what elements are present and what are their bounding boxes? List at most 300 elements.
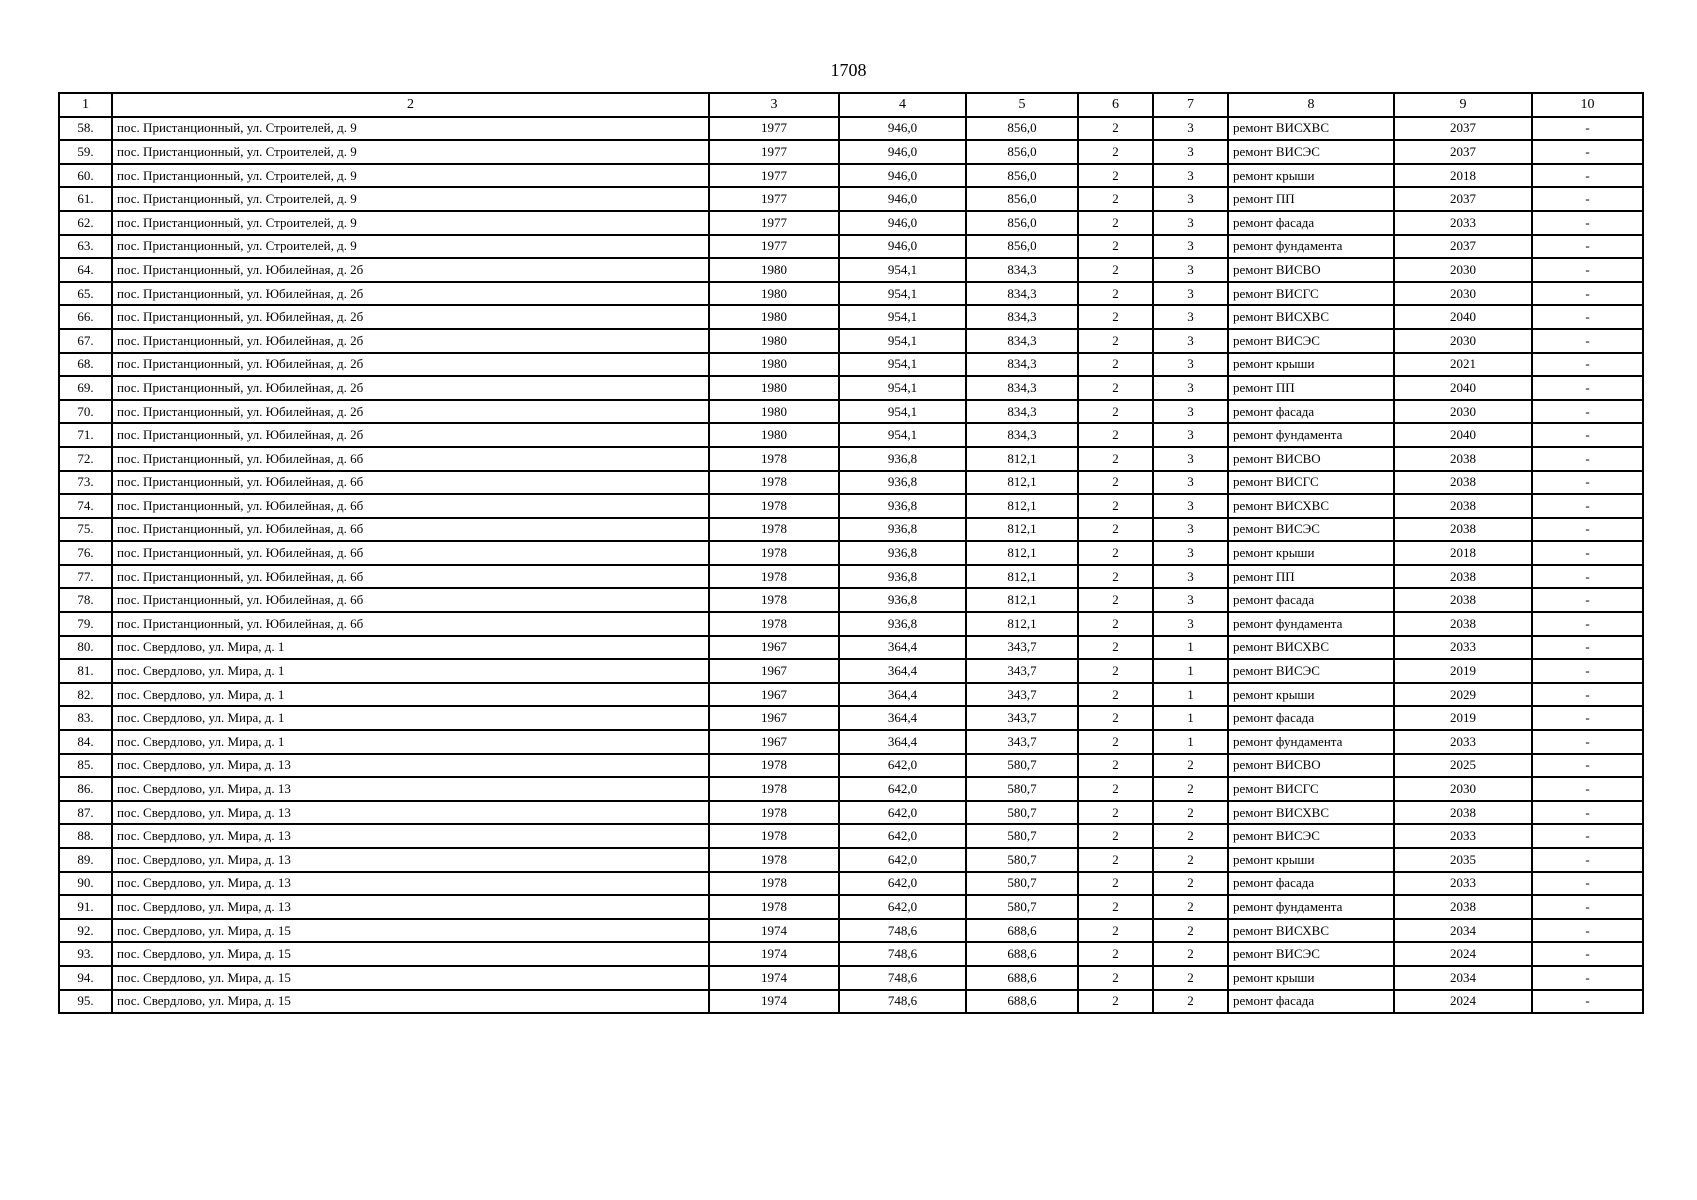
entrances-cell: 1 <box>1153 636 1228 660</box>
repair-year-cell: 2033 <box>1394 636 1532 660</box>
living-area-cell: 688,6 <box>966 942 1078 966</box>
note-cell: - <box>1532 494 1643 518</box>
entrances-cell: 3 <box>1153 305 1228 329</box>
address-cell: пос. Свердлово, ул. Мира, д. 13 <box>112 754 709 778</box>
table-row <box>59 117 1643 141</box>
address-cell: пос. Пристанционный, ул. Юбилейная, д. 6б <box>112 494 709 518</box>
year-built-cell: 1978 <box>709 824 839 848</box>
year-built-cell: 1978 <box>709 848 839 872</box>
table-body <box>59 117 1643 1014</box>
page-number: 1708 <box>830 60 867 80</box>
floors-cell: 2 <box>1078 140 1153 164</box>
year-built-cell: 1980 <box>709 329 839 353</box>
table-row <box>59 258 1643 282</box>
note-cell: - <box>1532 400 1643 424</box>
floors-cell: 2 <box>1078 353 1153 377</box>
total-area-cell: 748,6 <box>839 942 966 966</box>
row-number-cell: 73. <box>59 471 112 495</box>
work-type-cell: ремонт ВИСХВС <box>1228 636 1394 660</box>
living-area-cell: 834,3 <box>966 258 1078 282</box>
address-cell: пос. Свердлово, ул. Мира, д. 13 <box>112 777 709 801</box>
table-row <box>59 282 1643 306</box>
total-area-cell: 642,0 <box>839 824 966 848</box>
entrances-cell: 3 <box>1153 258 1228 282</box>
floors-cell: 2 <box>1078 494 1153 518</box>
address-cell: пос. Пристанционный, ул. Юбилейная, д. 2б <box>112 423 709 447</box>
entrances-cell: 1 <box>1153 659 1228 683</box>
row-number-cell: 77. <box>59 565 112 589</box>
row-number-cell: 72. <box>59 447 112 471</box>
entrances-cell: 3 <box>1153 518 1228 542</box>
note-cell: - <box>1532 801 1643 825</box>
repair-year-cell: 2035 <box>1394 848 1532 872</box>
work-type-cell: ремонт фундамента <box>1228 730 1394 754</box>
living-area-cell: 688,6 <box>966 919 1078 943</box>
floors-cell: 2 <box>1078 659 1153 683</box>
note-cell: - <box>1532 895 1643 919</box>
table-row <box>59 824 1643 848</box>
row-number-cell: 88. <box>59 824 112 848</box>
work-type-cell: ремонт фундамента <box>1228 612 1394 636</box>
address-cell: пос. Свердлово, ул. Мира, д. 1 <box>112 659 709 683</box>
living-area-cell: 856,0 <box>966 211 1078 235</box>
table-row <box>59 471 1643 495</box>
repair-year-cell: 2029 <box>1394 683 1532 707</box>
work-type-cell: ремонт ВИСЭС <box>1228 140 1394 164</box>
total-area-cell: 936,8 <box>839 612 966 636</box>
row-number-cell: 62. <box>59 211 112 235</box>
table-row <box>59 329 1643 353</box>
table-row <box>59 683 1643 707</box>
address-cell: пос. Пристанционный, ул. Строителей, д. 9 <box>112 140 709 164</box>
work-type-cell: ремонт ПП <box>1228 187 1394 211</box>
table-row <box>59 164 1643 188</box>
year-built-cell: 1974 <box>709 966 839 990</box>
table-row <box>59 447 1643 471</box>
living-area-cell: 812,1 <box>966 494 1078 518</box>
address-cell: пос. Пристанционный, ул. Строителей, д. 9 <box>112 117 709 141</box>
total-area-cell: 642,0 <box>839 754 966 778</box>
note-cell: - <box>1532 423 1643 447</box>
column-header: 10 <box>1532 93 1643 117</box>
total-area-cell: 954,1 <box>839 423 966 447</box>
work-type-cell: ремонт ВИСВО <box>1228 258 1394 282</box>
repair-year-cell: 2025 <box>1394 754 1532 778</box>
row-number-cell: 93. <box>59 942 112 966</box>
address-cell: пос. Пристанционный, ул. Юбилейная, д. 2б <box>112 329 709 353</box>
table-row <box>59 565 1643 589</box>
year-built-cell: 1977 <box>709 140 839 164</box>
year-built-cell: 1967 <box>709 730 839 754</box>
work-type-cell: ремонт ВИСХВС <box>1228 919 1394 943</box>
year-built-cell: 1978 <box>709 612 839 636</box>
floors-cell: 2 <box>1078 235 1153 259</box>
address-cell: пос. Пристанционный, ул. Строителей, д. 9 <box>112 187 709 211</box>
table-row <box>59 400 1643 424</box>
floors-cell: 2 <box>1078 706 1153 730</box>
work-type-cell: ремонт крыши <box>1228 683 1394 707</box>
note-cell: - <box>1532 754 1643 778</box>
repair-year-cell: 2034 <box>1394 919 1532 943</box>
entrances-cell: 2 <box>1153 990 1228 1014</box>
note-cell: - <box>1532 541 1643 565</box>
living-area-cell: 343,7 <box>966 636 1078 660</box>
column-header: 3 <box>709 93 839 117</box>
work-type-cell: ремонт крыши <box>1228 353 1394 377</box>
table-row <box>59 541 1643 565</box>
year-built-cell: 1977 <box>709 164 839 188</box>
repair-year-cell: 2019 <box>1394 706 1532 730</box>
year-built-cell: 1967 <box>709 706 839 730</box>
living-area-cell: 812,1 <box>966 565 1078 589</box>
note-cell: - <box>1532 140 1643 164</box>
column-header: 4 <box>839 93 966 117</box>
row-number-cell: 83. <box>59 706 112 730</box>
floors-cell: 2 <box>1078 801 1153 825</box>
year-built-cell: 1977 <box>709 211 839 235</box>
year-built-cell: 1974 <box>709 990 839 1014</box>
table-row <box>59 612 1643 636</box>
row-number-cell: 81. <box>59 659 112 683</box>
floors-cell: 2 <box>1078 117 1153 141</box>
total-area-cell: 946,0 <box>839 140 966 164</box>
table-row <box>59 659 1643 683</box>
address-cell: пос. Пристанционный, ул. Юбилейная, д. 6б <box>112 471 709 495</box>
row-number-cell: 76. <box>59 541 112 565</box>
repair-year-cell: 2037 <box>1394 140 1532 164</box>
address-cell: пос. Пристанционный, ул. Юбилейная, д. 6б <box>112 612 709 636</box>
row-number-cell: 86. <box>59 777 112 801</box>
year-built-cell: 1980 <box>709 353 839 377</box>
note-cell: - <box>1532 848 1643 872</box>
floors-cell: 2 <box>1078 282 1153 306</box>
row-number-cell: 68. <box>59 353 112 377</box>
table-row <box>59 305 1643 329</box>
total-area-cell: 936,8 <box>839 494 966 518</box>
entrances-cell: 3 <box>1153 447 1228 471</box>
entrances-cell: 1 <box>1153 730 1228 754</box>
repair-year-cell: 2040 <box>1394 376 1532 400</box>
table-row <box>59 588 1643 612</box>
table-row <box>59 706 1643 730</box>
row-number-cell: 63. <box>59 235 112 259</box>
repair-year-cell: 2038 <box>1394 612 1532 636</box>
total-area-cell: 364,4 <box>839 636 966 660</box>
total-area-cell: 946,0 <box>839 164 966 188</box>
entrances-cell: 3 <box>1153 471 1228 495</box>
floors-cell: 2 <box>1078 777 1153 801</box>
table-row <box>59 211 1643 235</box>
year-built-cell: 1980 <box>709 376 839 400</box>
entrances-cell: 2 <box>1153 942 1228 966</box>
work-type-cell: ремонт фундамента <box>1228 895 1394 919</box>
year-built-cell: 1978 <box>709 801 839 825</box>
repair-year-cell: 2038 <box>1394 801 1532 825</box>
year-built-cell: 1980 <box>709 305 839 329</box>
table-row <box>59 966 1643 990</box>
total-area-cell: 642,0 <box>839 777 966 801</box>
address-cell: пос. Свердлово, ул. Мира, д. 15 <box>112 919 709 943</box>
work-type-cell: ремонт фасада <box>1228 872 1394 896</box>
total-area-cell: 954,1 <box>839 353 966 377</box>
living-area-cell: 812,1 <box>966 518 1078 542</box>
address-cell: пос. Пристанционный, ул. Юбилейная, д. 2б <box>112 376 709 400</box>
work-type-cell: ремонт ВИСВО <box>1228 754 1394 778</box>
row-number-cell: 92. <box>59 919 112 943</box>
table-row <box>59 895 1643 919</box>
floors-cell: 2 <box>1078 400 1153 424</box>
table-row <box>59 990 1643 1014</box>
address-cell: пос. Пристанционный, ул. Юбилейная, д. 2б <box>112 258 709 282</box>
floors-cell: 2 <box>1078 164 1153 188</box>
year-built-cell: 1977 <box>709 187 839 211</box>
note-cell: - <box>1532 824 1643 848</box>
year-built-cell: 1978 <box>709 872 839 896</box>
repair-year-cell: 2019 <box>1394 659 1532 683</box>
address-cell: пос. Свердлово, ул. Мира, д. 1 <box>112 683 709 707</box>
row-number-cell: 85. <box>59 754 112 778</box>
row-number-cell: 80. <box>59 636 112 660</box>
repair-year-cell: 2038 <box>1394 447 1532 471</box>
living-area-cell: 856,0 <box>966 187 1078 211</box>
repair-year-cell: 2018 <box>1394 541 1532 565</box>
total-area-cell: 748,6 <box>839 919 966 943</box>
note-cell: - <box>1532 588 1643 612</box>
work-type-cell: ремонт ВИСХВС <box>1228 494 1394 518</box>
total-area-cell: 936,8 <box>839 565 966 589</box>
year-built-cell: 1978 <box>709 588 839 612</box>
total-area-cell: 642,0 <box>839 848 966 872</box>
entrances-cell: 2 <box>1153 872 1228 896</box>
living-area-cell: 343,7 <box>966 730 1078 754</box>
row-number-cell: 59. <box>59 140 112 164</box>
floors-cell: 2 <box>1078 447 1153 471</box>
living-area-cell: 343,7 <box>966 659 1078 683</box>
note-cell: - <box>1532 942 1643 966</box>
column-header: 5 <box>966 93 1078 117</box>
table-row <box>59 848 1643 872</box>
total-area-cell: 936,8 <box>839 541 966 565</box>
table-row <box>59 730 1643 754</box>
repair-year-cell: 2034 <box>1394 966 1532 990</box>
living-area-cell: 688,6 <box>966 966 1078 990</box>
year-built-cell: 1978 <box>709 447 839 471</box>
total-area-cell: 954,1 <box>839 258 966 282</box>
floors-cell: 2 <box>1078 305 1153 329</box>
total-area-cell: 946,0 <box>839 187 966 211</box>
floors-cell: 2 <box>1078 541 1153 565</box>
address-cell: пос. Пристанционный, ул. Юбилейная, д. 6б <box>112 518 709 542</box>
entrances-cell: 3 <box>1153 117 1228 141</box>
note-cell: - <box>1532 518 1643 542</box>
repair-year-cell: 2040 <box>1394 305 1532 329</box>
note-cell: - <box>1532 187 1643 211</box>
work-type-cell: ремонт крыши <box>1228 541 1394 565</box>
entrances-cell: 3 <box>1153 164 1228 188</box>
note-cell: - <box>1532 990 1643 1014</box>
note-cell: - <box>1532 730 1643 754</box>
total-area-cell: 364,4 <box>839 659 966 683</box>
year-built-cell: 1980 <box>709 258 839 282</box>
repair-year-cell: 2033 <box>1394 211 1532 235</box>
row-number-cell: 69. <box>59 376 112 400</box>
row-number-cell: 91. <box>59 895 112 919</box>
total-area-cell: 946,0 <box>839 211 966 235</box>
address-cell: пос. Пристанционный, ул. Юбилейная, д. 6б <box>112 565 709 589</box>
note-cell: - <box>1532 471 1643 495</box>
note-cell: - <box>1532 777 1643 801</box>
living-area-cell: 834,3 <box>966 400 1078 424</box>
work-type-cell: ремонт ВИСВО <box>1228 447 1394 471</box>
repair-year-cell: 2033 <box>1394 872 1532 896</box>
entrances-cell: 2 <box>1153 824 1228 848</box>
repair-year-cell: 2038 <box>1394 588 1532 612</box>
row-number-cell: 95. <box>59 990 112 1014</box>
work-type-cell: ремонт фасада <box>1228 211 1394 235</box>
note-cell: - <box>1532 612 1643 636</box>
entrances-cell: 3 <box>1153 211 1228 235</box>
work-type-cell: ремонт крыши <box>1228 848 1394 872</box>
year-built-cell: 1978 <box>709 541 839 565</box>
living-area-cell: 580,7 <box>966 777 1078 801</box>
floors-cell: 2 <box>1078 872 1153 896</box>
total-area-cell: 642,0 <box>839 872 966 896</box>
work-type-cell: ремонт ВИСЭС <box>1228 329 1394 353</box>
living-area-cell: 834,3 <box>966 329 1078 353</box>
table-row <box>59 376 1643 400</box>
repair-year-cell: 2038 <box>1394 518 1532 542</box>
living-area-cell: 856,0 <box>966 235 1078 259</box>
note-cell: - <box>1532 164 1643 188</box>
entrances-cell: 3 <box>1153 329 1228 353</box>
entrances-cell: 2 <box>1153 754 1228 778</box>
living-area-cell: 812,1 <box>966 541 1078 565</box>
note-cell: - <box>1532 282 1643 306</box>
note-cell: - <box>1532 117 1643 141</box>
living-area-cell: 812,1 <box>966 612 1078 636</box>
address-cell: пос. Пристанционный, ул. Строителей, д. 9 <box>112 211 709 235</box>
row-number-cell: 87. <box>59 801 112 825</box>
entrances-cell: 2 <box>1153 919 1228 943</box>
entrances-cell: 3 <box>1153 235 1228 259</box>
repair-year-cell: 2037 <box>1394 235 1532 259</box>
floors-cell: 2 <box>1078 211 1153 235</box>
work-type-cell: ремонт ВИСЭС <box>1228 518 1394 542</box>
work-type-cell: ремонт ВИСЭС <box>1228 659 1394 683</box>
repair-year-cell: 2038 <box>1394 494 1532 518</box>
address-cell: пос. Пристанционный, ул. Юбилейная, д. 6б <box>112 588 709 612</box>
living-area-cell: 856,0 <box>966 140 1078 164</box>
address-cell: пос. Свердлово, ул. Мира, д. 1 <box>112 636 709 660</box>
year-built-cell: 1974 <box>709 919 839 943</box>
work-type-cell: ремонт ВИСГС <box>1228 471 1394 495</box>
work-type-cell: ремонт крыши <box>1228 164 1394 188</box>
row-number-cell: 64. <box>59 258 112 282</box>
work-type-cell: ремонт ВИСХВС <box>1228 117 1394 141</box>
row-number-cell: 71. <box>59 423 112 447</box>
total-area-cell: 936,8 <box>839 471 966 495</box>
address-cell: пос. Свердлово, ул. Мира, д. 15 <box>112 966 709 990</box>
repair-year-cell: 2030 <box>1394 400 1532 424</box>
living-area-cell: 580,7 <box>966 895 1078 919</box>
row-number-cell: 58. <box>59 117 112 141</box>
repair-year-cell: 2038 <box>1394 471 1532 495</box>
floors-cell: 2 <box>1078 754 1153 778</box>
table-row <box>59 423 1643 447</box>
floors-cell: 2 <box>1078 588 1153 612</box>
work-type-cell: ремонт фасада <box>1228 400 1394 424</box>
total-area-cell: 936,8 <box>839 518 966 542</box>
row-number-cell: 70. <box>59 400 112 424</box>
repair-schedule-table <box>58 92 1644 1014</box>
address-cell: пос. Пристанционный, ул. Строителей, д. 9 <box>112 235 709 259</box>
living-area-cell: 580,7 <box>966 872 1078 896</box>
year-built-cell: 1978 <box>709 518 839 542</box>
living-area-cell: 343,7 <box>966 683 1078 707</box>
note-cell: - <box>1532 966 1643 990</box>
total-area-cell: 748,6 <box>839 990 966 1014</box>
note-cell: - <box>1532 565 1643 589</box>
floors-cell: 2 <box>1078 824 1153 848</box>
year-built-cell: 1967 <box>709 636 839 660</box>
year-built-cell: 1977 <box>709 235 839 259</box>
floors-cell: 2 <box>1078 990 1153 1014</box>
year-built-cell: 1967 <box>709 659 839 683</box>
entrances-cell: 3 <box>1153 282 1228 306</box>
living-area-cell: 580,7 <box>966 848 1078 872</box>
floors-cell: 2 <box>1078 612 1153 636</box>
row-number-cell: 61. <box>59 187 112 211</box>
entrances-cell: 3 <box>1153 612 1228 636</box>
total-area-cell: 954,1 <box>839 282 966 306</box>
table-row <box>59 140 1643 164</box>
table-row <box>59 942 1643 966</box>
address-cell: пос. Свердлово, ул. Мира, д. 15 <box>112 990 709 1014</box>
address-cell: пос. Пристанционный, ул. Юбилейная, д. 6б <box>112 541 709 565</box>
work-type-cell: ремонт фасада <box>1228 588 1394 612</box>
table-row <box>59 919 1643 943</box>
column-header: 1 <box>59 93 112 117</box>
total-area-cell: 954,1 <box>839 400 966 424</box>
note-cell: - <box>1532 329 1643 353</box>
living-area-cell: 834,3 <box>966 376 1078 400</box>
total-area-cell: 946,0 <box>839 117 966 141</box>
column-header: 6 <box>1078 93 1153 117</box>
repair-year-cell: 2038 <box>1394 895 1532 919</box>
floors-cell: 2 <box>1078 376 1153 400</box>
year-built-cell: 1974 <box>709 942 839 966</box>
table-header-row <box>59 93 1643 117</box>
row-number-cell: 89. <box>59 848 112 872</box>
repair-year-cell: 2030 <box>1394 258 1532 282</box>
work-type-cell: ремонт ПП <box>1228 565 1394 589</box>
row-number-cell: 74. <box>59 494 112 518</box>
living-area-cell: 812,1 <box>966 471 1078 495</box>
living-area-cell: 688,6 <box>966 990 1078 1014</box>
living-area-cell: 856,0 <box>966 117 1078 141</box>
total-area-cell: 954,1 <box>839 376 966 400</box>
entrances-cell: 3 <box>1153 423 1228 447</box>
address-cell: пос. Пристанционный, ул. Юбилейная, д. 2б <box>112 282 709 306</box>
year-built-cell: 1980 <box>709 423 839 447</box>
entrances-cell: 2 <box>1153 801 1228 825</box>
repair-year-cell: 2018 <box>1394 164 1532 188</box>
living-area-cell: 580,7 <box>966 754 1078 778</box>
entrances-cell: 3 <box>1153 565 1228 589</box>
floors-cell: 2 <box>1078 683 1153 707</box>
repair-year-cell: 2030 <box>1394 777 1532 801</box>
row-number-cell: 94. <box>59 966 112 990</box>
